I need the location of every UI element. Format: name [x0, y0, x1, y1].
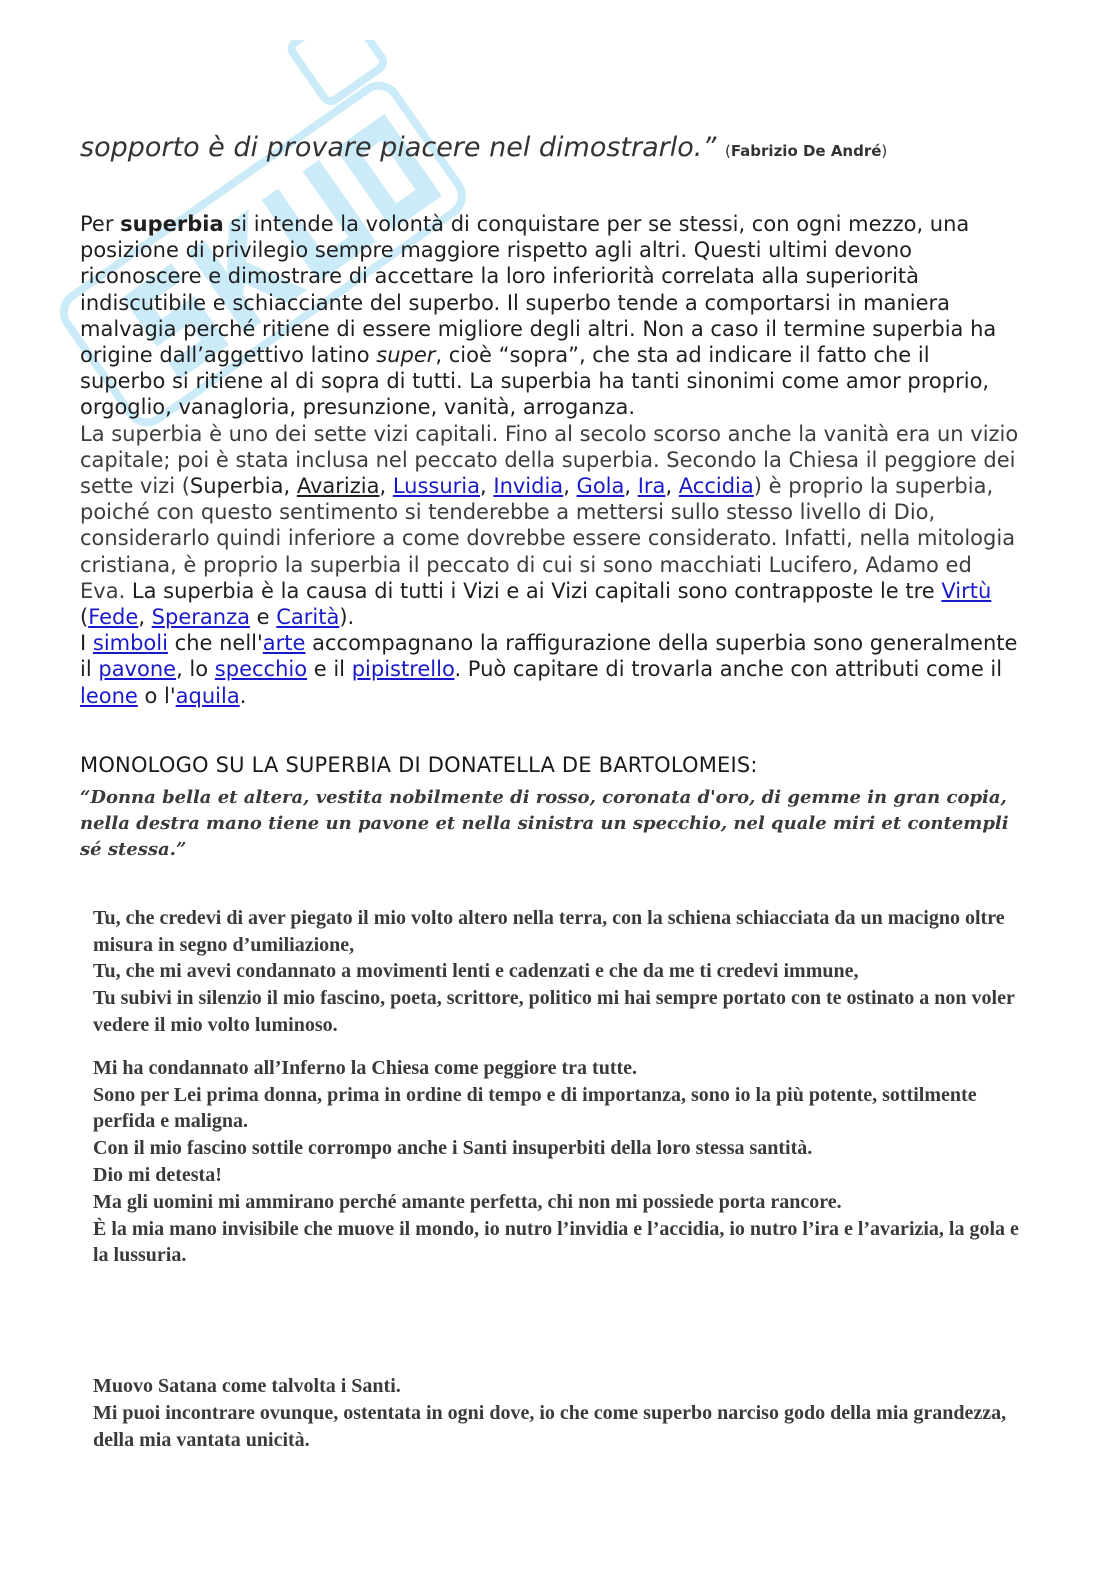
verse-line: Mi ha condannato all’Inferno la Chiesa come peggiore tra tutte.: [93, 1056, 638, 1079]
verse-line: Mi puoi incontrare ovunque, ostentata in ogni dove, io che come superbo narciso godo della mia grandezza, della mia vantata unicità.: [93, 1402, 1007, 1451]
avarizia-text: Avarizia: [296, 474, 380, 499]
paragraph-simboli: I simboli che nell'arte accompagnano la raffigurazione della superbia sono generalmente il pavone, lo specchio e il pipistrello. Può capitare di trovarla anche con attributi come il leone o l'aquila.: [80, 631, 1018, 708]
verse-line: Dio mi detesta!: [93, 1164, 222, 1187]
link-speranza[interactable]: Speranza: [151, 605, 250, 630]
paragraph-definition: Per superbia si intende la volontà di conquistare per se stessi, con ogni mezzo, una posizione di privilegio sempre maggiore rispetto agli altri. Questi ultimi devono riconoscere e dimostrare di accettare la loro inferiorità correlata alla superiorità indiscutibile e schiacciante del superbo. Il superbo tende a comportarsi in maniera malvagia perché ritiene di essere migliore degli altri. Non a caso il termine superbia ha origine dall’aggettivo latino super, cioè “sopra”, che sta ad indicare il fatto che il superbo si ritiene al di sopra di tutti. La superbia ha tanti sinonimi come amor proprio, orgoglio, vanagloria, presunzione, vanità, arroganza.: [80, 212, 997, 420]
link-leone[interactable]: leone: [80, 683, 138, 708]
verse-line: Tu, che mi avevi condannato a movimenti lenti e cadenzati e che da me ti credevi immune,: [93, 960, 859, 983]
verse-line: È la mia mano invisibile che muove il mondo, io nutro l’invidia e l’accidia, io nutro l’ira e l’avarizia, la gola e la lussuria.: [93, 1217, 1019, 1267]
link-accidia[interactable]: Accidia: [678, 474, 754, 499]
link-virtu[interactable]: Virtù: [941, 578, 992, 603]
link-invidia[interactable]: Invidia: [493, 474, 564, 499]
link-aquila[interactable]: aquila: [175, 683, 240, 708]
link-fede[interactable]: Fede: [88, 605, 139, 630]
ripa-quote: “Donna bella et altera, vestita nobilmente di rosso, coronata d'oro, di gemme in gran copia, nella destra mano tiene un pavone et nella sinistra un specchio, nel quale miri et contempli sé stessa.”: [80, 786, 1009, 860]
verse-line: Tu, che credevi di aver piegato il mio volto altero nella terra, con la schiena schiacciata da un macigno oltre misura in segno d’umiliazione,: [93, 906, 1005, 956]
link-carita[interactable]: Carità: [276, 605, 340, 630]
quote-ending: sopporto è di provare piacere nel dimostrarlo.” (Fabrizio De André): [80, 132, 888, 163]
link-pipistrello[interactable]: pipistrello: [351, 657, 455, 682]
verse-line: Tu subivi in silenzio il mio fascino, poeta, scrittore, politico mi hai sempre portato con te ostinato a non voler vedere il mio volto luminoso.: [93, 987, 1015, 1037]
monologue-heading: MONOLOGO SU LA SUPERBIA DI DONATELLA DE BARTOLOMEIS:: [80, 752, 758, 777]
verse-line: Con il mio fascino sottile corrompo anche i Santi insuperbiti della loro stessa santità.: [93, 1137, 813, 1160]
monologue-stanza-1: [80, 905, 1020, 1039]
link-ira[interactable]: Ira: [637, 474, 666, 499]
link-gola[interactable]: Gola: [576, 474, 625, 499]
quote-author: (Fabrizio De André): [724, 142, 888, 160]
paragraph-vizi-capitali: La superbia è uno dei sette vizi capitali. Fino al secolo scorso anche la vanità era un vizio capitale; poi è stata inclusa nel peccato della superbia. Secondo la Chiesa il peggiore dei sette vizi (Superbia, Avarizia, Lussuria, Invidia, Gola, Ira, Accidia) è proprio la superbia, poiché con questo sentimento si tenderebbe a mettersi sullo stesso livello di Dio, considerarlo quindi inferiore a come dovrebbe essere considerato. Infatti, nella mitologia cristiana, è proprio la superbia il peccato di cui si sono macchiati Lucifero, Adamo ed Eva. La superbia è la causa di tutti i Vizi e ai Vizi capitali sono contrapposte le tre Virtù (Fede, Speranza e Carità).: [80, 421, 1019, 630]
link-specchio[interactable]: specchio: [214, 657, 308, 682]
verse-line: Sono per Lei prima donna, prima in ordine di tempo e di importanza, sono io la più potente, sottilmente perfida e maligna.: [93, 1083, 977, 1133]
monologue-stanza-3: [80, 1373, 1020, 1453]
link-simboli[interactable]: simboli: [92, 631, 168, 656]
link-arte[interactable]: arte: [262, 631, 306, 656]
monologue-stanza-2: [80, 1055, 1020, 1269]
verse-line: Muovo Satana come talvolta i Santi.: [93, 1375, 401, 1398]
link-lussuria[interactable]: Lussuria: [392, 474, 481, 499]
verse-line: Ma gli uomini mi ammirano perché amante perfetta, chi non mi possiede porta rancore.: [93, 1190, 842, 1213]
document-content: [80, 128, 1020, 1454]
link-pavone[interactable]: pavone: [98, 657, 177, 682]
